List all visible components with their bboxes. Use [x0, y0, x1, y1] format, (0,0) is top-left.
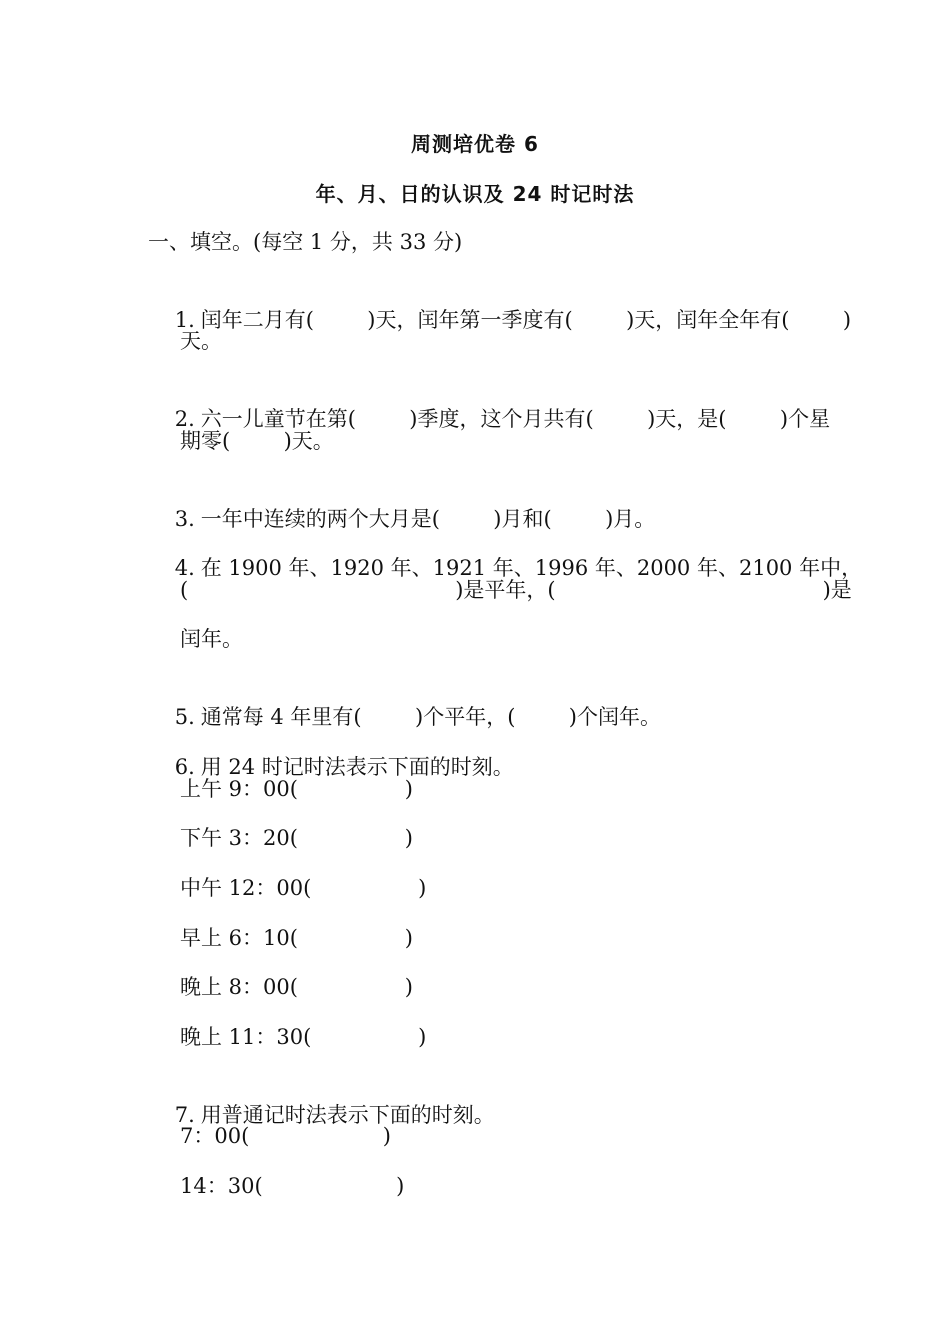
page-subtitle: 年、月、日的认识及 24 时记时法: [315, 182, 635, 206]
question-text: 通常每 4 年里有( )个平年，( )个闰年。: [200, 705, 661, 729]
question-number: 1.: [174, 308, 195, 332]
question-4-continuation: ( )是平年，( )是: [180, 578, 852, 602]
question-text: 六一儿童节在第( )季度，这个月共有( )天，是( )个星: [200, 407, 831, 431]
question-number: 7.: [174, 1103, 195, 1127]
page-title: 周测培优卷 6: [411, 132, 539, 156]
time-item: 上午 9：00( ): [180, 777, 413, 801]
question-text: 用 24 时记时法表示下面的时刻。: [200, 755, 514, 779]
question-number: 3.: [174, 507, 195, 531]
time-item: 14：30( ): [180, 1174, 405, 1198]
question-text: 在 1900 年、1920 年、1921 年、1996 年、2000 年、2100 年中，: [200, 556, 863, 580]
time-item: 早上 6：10( ): [180, 926, 413, 950]
question-text: 一年中连续的两个大月是( )月和( )月。: [200, 507, 656, 531]
question-4-continuation-2: 闰年。: [180, 627, 243, 651]
time-item: 晚上 8：00( ): [180, 975, 413, 999]
question-number: 5.: [174, 705, 195, 729]
time-item: 晚上 11：30( ): [180, 1025, 427, 1049]
question-2-continuation: 期零( )天。: [180, 429, 334, 453]
section-heading: 一、填空。(每空 1 分，共 33 分): [148, 230, 463, 254]
time-item: 7：00( ): [180, 1124, 391, 1148]
question-text: 闰年二月有( )天，闰年第一季度有( )天，闰年全年有( ): [200, 308, 852, 332]
question-1: [148, 278, 851, 362]
question-number: 4.: [174, 556, 195, 580]
question-number: 2.: [174, 407, 195, 431]
time-item: 下午 3：20( ): [180, 826, 413, 850]
question-number: 6.: [174, 755, 195, 779]
question-1-continuation: 天。: [180, 329, 222, 353]
time-item: 中午 12：00( ): [180, 876, 427, 900]
question-text: 用普通记时法表示下面的时刻。: [200, 1103, 495, 1127]
